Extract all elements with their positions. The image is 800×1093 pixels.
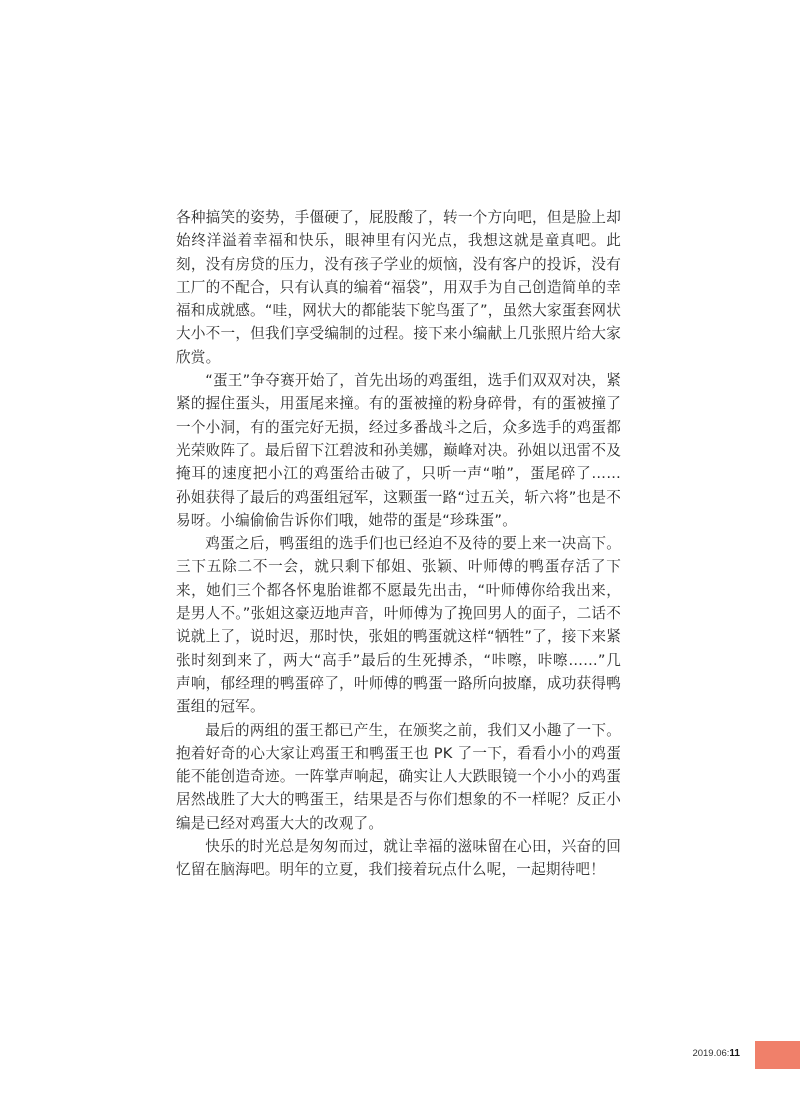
page-number: 11 bbox=[729, 1048, 740, 1059]
paragraph-5: 快乐的时光总是匆匆而过，就让幸福的滋味留在心田，兴奋的回忆留在脑海吧。明年的立夏，我们接着玩点什么呢，一起期待吧！ bbox=[176, 838, 621, 879]
issue-date bbox=[692, 1048, 740, 1059]
page-footer bbox=[0, 1041, 800, 1071]
article-body bbox=[176, 206, 621, 882]
paragraph-2: “蛋王”争夺赛开始了，首先出场的鸡蛋组，选手们双双对决，紧紧的握住蛋头，用蛋尾来撞。有的蛋被撞的粉身碎骨，有的蛋被撞了一个小洞，有的蛋完好无损，经过多番战斗之后，众多选手的鸡蛋都光荣败阵了。最后留下江碧波和孙美娜，巅峰对决。孙姐以迅雷不及掩耳的速度把小江的鸡蛋给击破了，只听一声“啪”，蛋尾碎了…… 孙姐获得了最后的鸡蛋组冠军，这颗蛋一路“过五关，斩六将”也是不易呀。小编偷偷告诉你们哦，她带的蛋是“珍珠蛋”。 bbox=[176, 372, 621, 529]
paragraph-3: 鸡蛋之后，鸭蛋组的选手们也已经迫不及待的要上来一决高下。三下五除二不一会，就只剩下郁姐、张颖、叶师傅的鸭蛋存活了下来，她们三个都各怀鬼胎谁都不愿最先出击，“叶师傅你给我出来，是男人不。”张姐这豪迈地声音，叶师傅为了挽回男人的面子，二话不说就上了，说时迟，那时快，张姐的鸭蛋就这样“牺牲”了，接下来紧张时刻到来了，两大“高手”最后的生死搏杀，“咔嚓，咔嚓……”几声响，郁经理的鸭蛋碎了，叶师傅的鸭蛋一路所向披靡，成功获得鸭蛋组的冠军。 bbox=[176, 535, 621, 716]
paragraph-4: 最后的两组的蛋王都已产生，在颁奖之前，我们又小趣了一下。抱着好奇的心大家让鸡蛋王和鸭蛋王也 PK 了一下，看看小小的鸡蛋能不能创造奇迹。一阵掌声响起，确实让人大跌眼镜一个小小的鸡蛋居然战胜了大大的鸭蛋王，结果是否与你们想象的不一样呢？反正小编是已经对鸡蛋大大的改观了。 bbox=[176, 721, 621, 832]
paragraph-1: 各种搞笑的姿势，手僵硬了，屁股酸了，转一个方向吧，但是脸上却始终洋溢着幸福和快乐，眼神里有闪光点，我想这就是童真吧。此刻，没有房贷的压力，没有孩子学业的烦恼，没有客户的投诉，没有工厂的不配合，只有认真的编着“福袋”，用双手为自己创造简单的幸福和成就感。“哇，网状大的都能装下鸵鸟蛋了”，虽然大家蛋套网状大小不一，但我们享受编制的过程。接下来小编献上几张照片给大家欣赏。 bbox=[176, 209, 621, 366]
issue-date-text: 2019.06 bbox=[692, 1048, 727, 1059]
date-separator: : bbox=[726, 1048, 730, 1059]
footer-accent-bar bbox=[755, 1041, 800, 1069]
